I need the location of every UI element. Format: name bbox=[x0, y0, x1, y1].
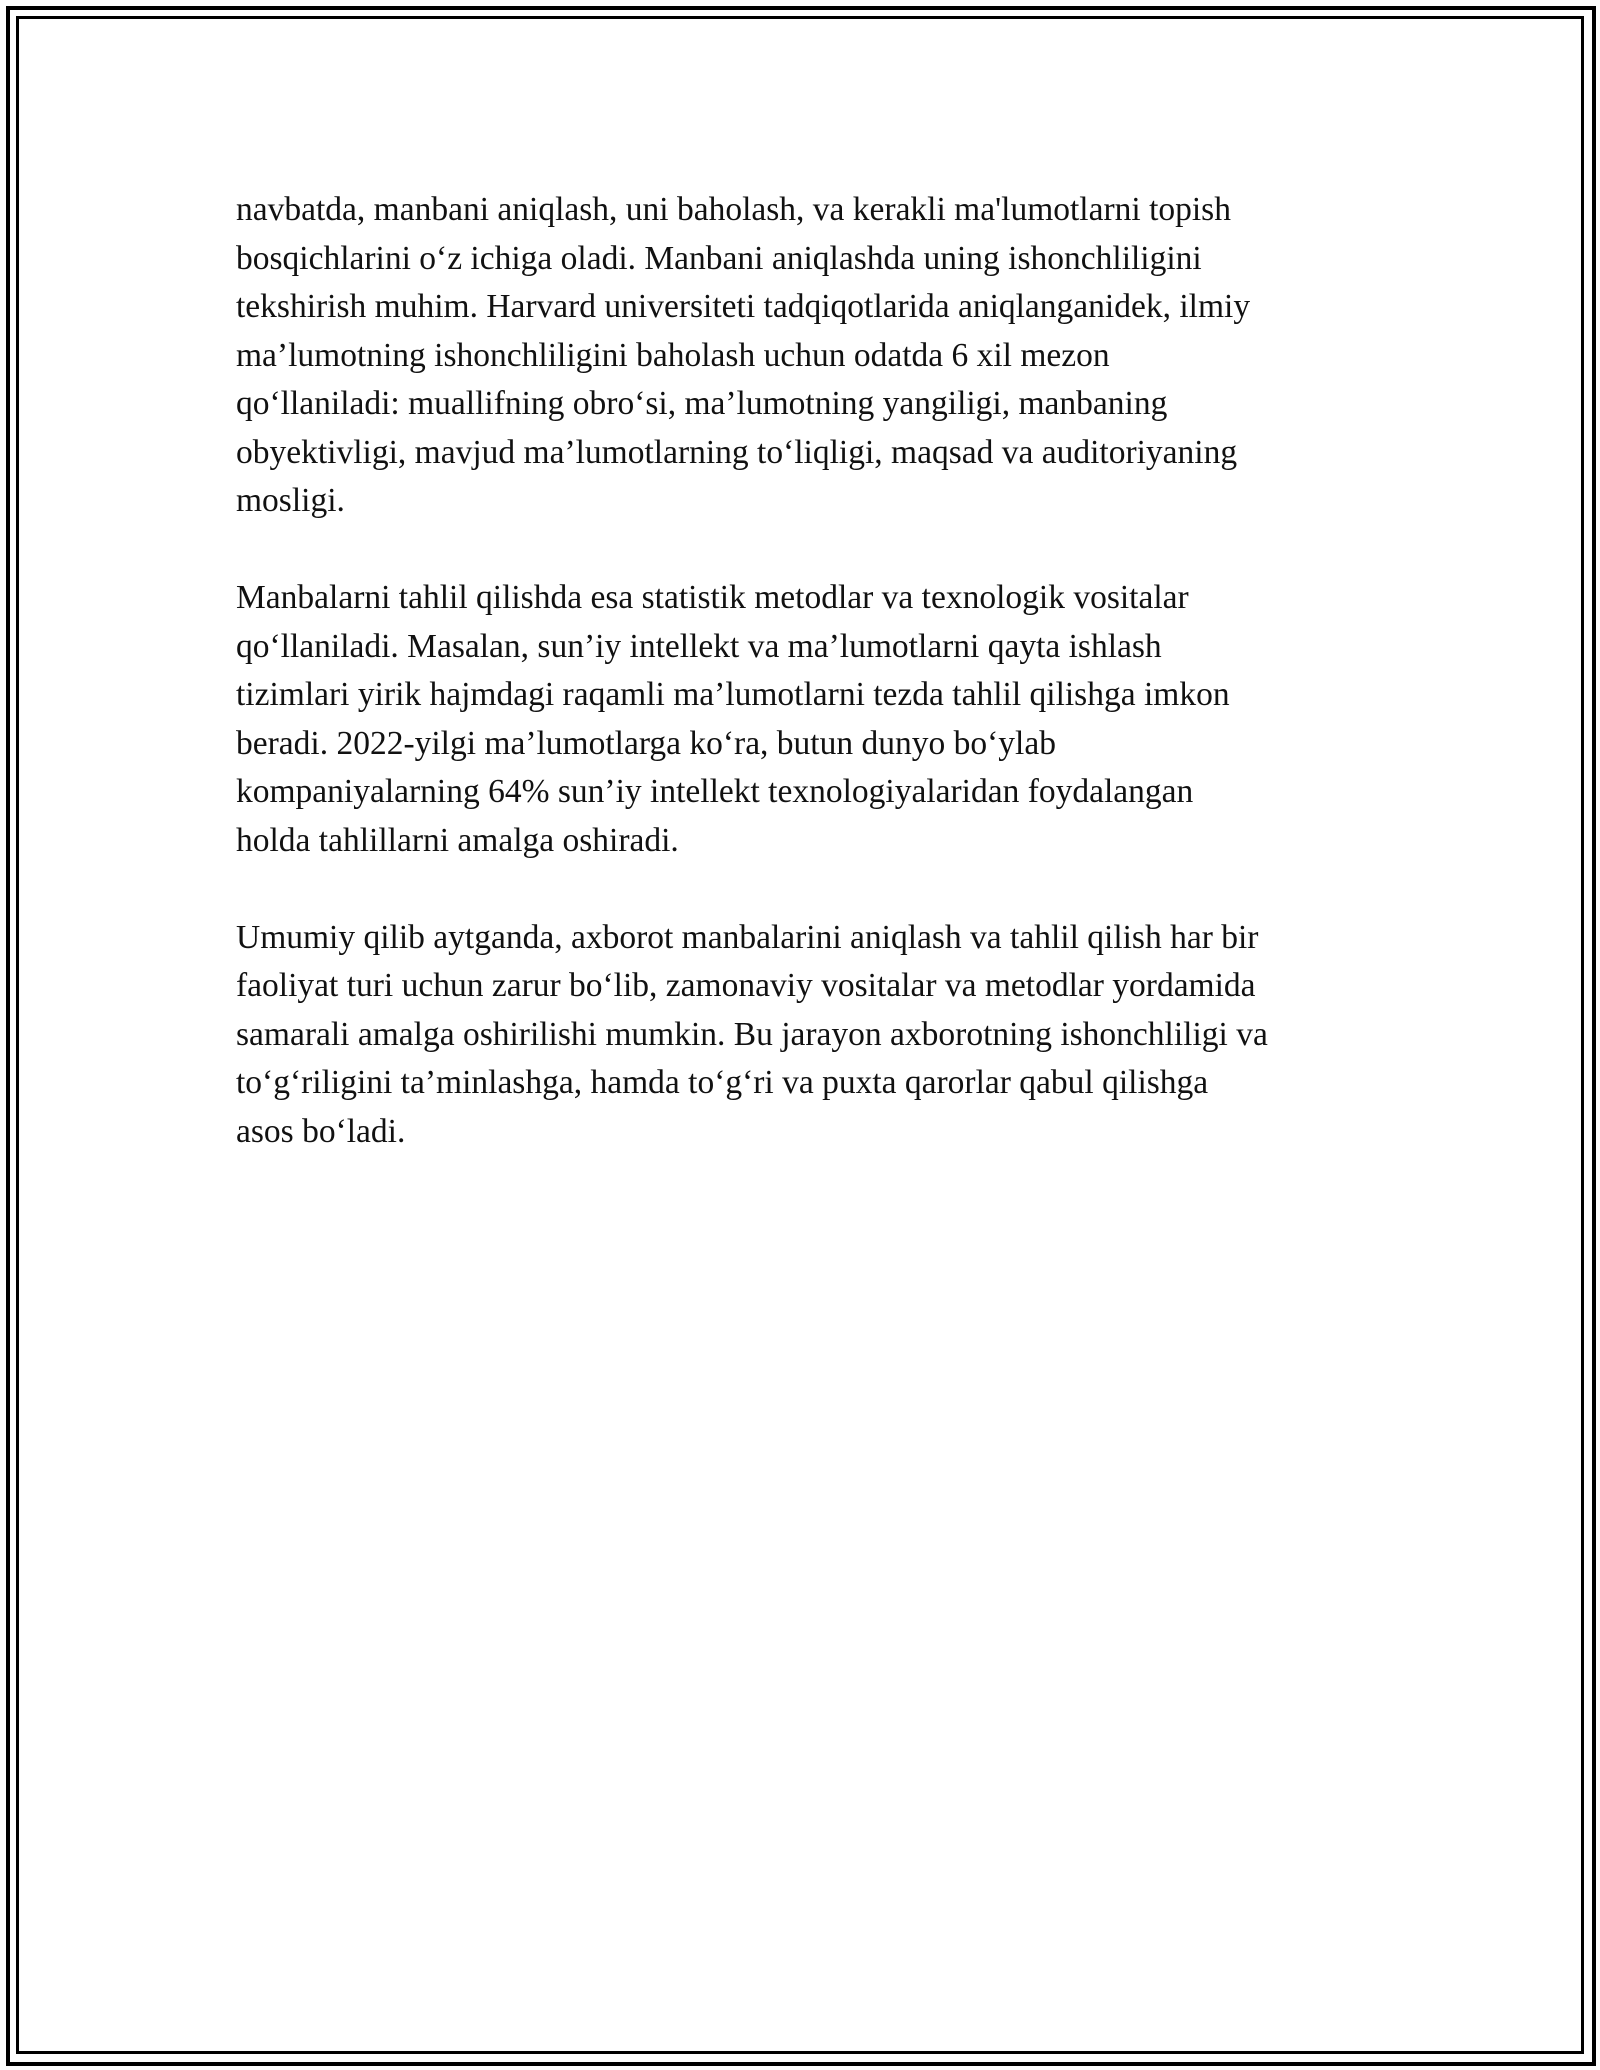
paragraph-conclusion: Umumiy qilib aytganda, axborot manbalarini aniqlash va tahlil qilish har bir faoliyat turi uchun zarur boʻlib, zamonaviy vositalar va metodlar yordamida samarali amalga oshirilishi mumkin. Bu jarayon axborotning ishonchliligi va toʻgʻriligini ta’minlashga, hamda toʻgʻri va puxta qarorlar qabul qilishga asos boʻladi. bbox=[236, 918, 1268, 1150]
paragraph-source-analysis: Manbalarni tahlil qilishda esa statistik metodlar va texnologik vositalar qoʻllaniladi. Masalan, sun’iy intellekt va ma’lumotlarni qayta ishlash tizimlari yirik hajmdagi raqamli ma’lumotlarni tezda tahlil qilishga imkon beradi. 2022-yilgi ma’lumotlarga koʻra, butun dunyo boʻylab kompaniyalarning 64% sun’iy intellekt texnologiyalaridan foydalangan holda tahlillarni amalga oshiradi. bbox=[236, 579, 1230, 859]
paragraph-source-evaluation: navbatda, manbani aniqlash, uni baholash, va kerakli ma'lumotlarni topish bosqichlarini oʻz ichiga oladi. Manbani aniqlashda uning ishonchliligini tekshirish muhim. Harvard universiteti tadqiqotlarida aniqlanganidek, ilmiy ma’lumotning ishonchliligini baholash uchun odatda 6 xil mezon qoʻllaniladi: muallifning obroʻsi, ma’lumotning yangiligi, manbaning obyektivligi, mavjud ma’lumotlarning toʻliqligi, maqsad va auditoriyaning mosligi. bbox=[236, 191, 1251, 519]
document-body bbox=[236, 186, 1416, 1205]
